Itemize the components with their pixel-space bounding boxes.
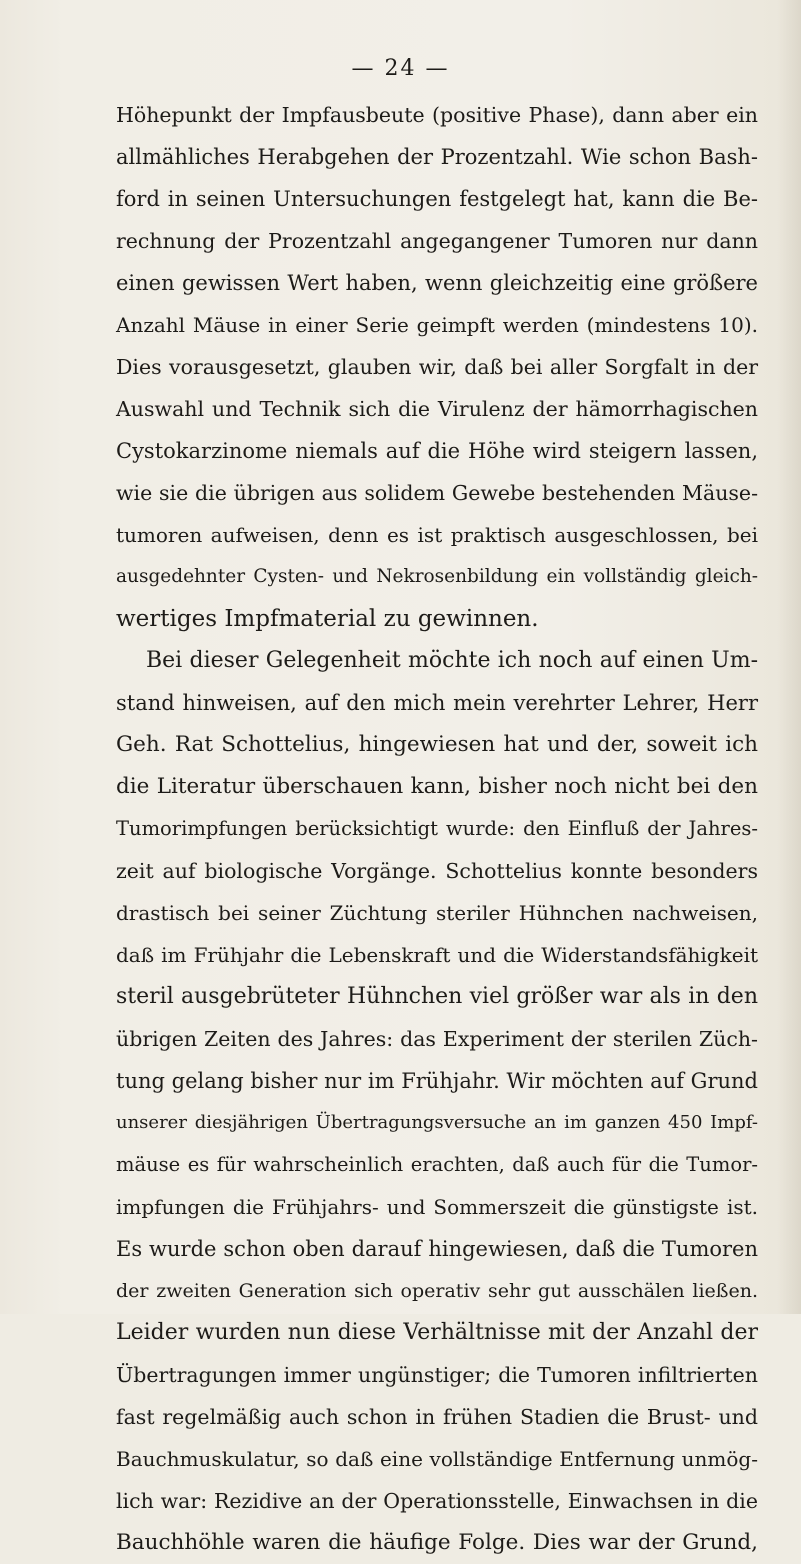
text-line: mäuse es für wahrscheinlich erachten, daß auch für die Tumor-	[116, 1153, 758, 1176]
text-line: Bei dieser Gelegenheit möchte ich noch auf einen Um-	[146, 648, 758, 673]
text-line: daß im Frühjahr die Lebenskraft und die Widerstandsfähigkeit	[116, 943, 758, 967]
text-line: Geh. Rat Schottelius, hingewiesen hat und der, soweit ich	[116, 732, 758, 757]
text-line: Cystokarzinome niemals auf die Höhe wird steigern lassen,	[116, 439, 758, 463]
text-line: Tumorimpfungen berücksichtigt wurde: den Einfluß der Jahres-	[116, 817, 758, 840]
text-line: lich war: Rezidive an der Operationsstelle, Einwachsen in die	[116, 1489, 758, 1513]
text-line: Übertragungen immer ungünstiger; die Tumoren infiltrierten	[116, 1363, 758, 1387]
text-line: Bauchhöhle waren die häufige Folge. Dies war der Grund,	[116, 1530, 758, 1555]
text-line: wie sie die übrigen aus solidem Gewebe bestehenden Mäuse-	[116, 481, 758, 505]
text-line: ausgedehnter Cysten- und Nekrosenbildung ein vollständig gleich-	[116, 566, 758, 587]
text-line: der zweiten Generation sich operativ sehr gut ausschälen ließen.	[116, 1280, 758, 1302]
text-line: steril ausgebrüteter Hühnchen viel größer war als in den	[116, 984, 758, 1009]
text-line: Es wurde schon oben darauf hingewiesen, daß die Tumoren	[116, 1237, 758, 1261]
body-text	[116, 94, 758, 1564]
text-line: fast regelmäßig auch schon in frühen Stadien die Brust- und	[116, 1405, 758, 1429]
page-number: — 24 —	[351, 56, 450, 81]
text-line: impfungen die Frühjahrs- und Sommerszeit die günstigste ist.	[116, 1195, 758, 1219]
text-line: Dies vorausgesetzt, glauben wir, daß bei aller Sorgfalt in der	[116, 355, 758, 379]
text-line: Auswahl und Technik sich die Virulenz der hämorrhagischen	[116, 397, 758, 421]
text-line: übrigen Zeiten des Jahres: das Experiment der sterilen Züch-	[116, 1027, 758, 1051]
text-line: Höhepunkt der Impfausbeute (positive Phase), dann aber ein	[116, 103, 758, 127]
text-line: ford in seinen Untersuchungen festgelegt hat, kann die Be-	[116, 187, 758, 211]
text-line: drastisch bei seiner Züchtung steriler Hühnchen nachweisen,	[116, 901, 758, 925]
text-line: tumoren aufweisen, denn es ist praktisch ausgeschlossen, bei	[116, 523, 758, 547]
text-line: Anzahl Mäuse in einer Serie geimpft werden (mindestens 10).	[116, 313, 758, 337]
text-line: Leider wurden nun diese Verhältnisse mit der Anzahl der	[116, 1320, 758, 1345]
text-line: tung gelang bisher nur im Frühjahr. Wir möchten auf Grund	[116, 1069, 758, 1093]
text-line: unserer diesjährigen Übertragungsversuche an im ganzen 450 Impf-	[116, 1112, 758, 1133]
text-line: einen gewissen Wert haben, wenn gleichzeitig eine größere	[116, 271, 758, 295]
text-line: allmähliches Herabgehen der Prozentzahl. Wie schon Bash-	[116, 145, 758, 169]
text-line: die Literatur überschauen kann, bisher noch nicht bei den	[116, 774, 758, 799]
text-line: zeit auf biologische Vorgänge. Schottelius konnte besonders	[116, 859, 758, 883]
text-line: stand hinweisen, auf den mich mein verehrter Lehrer, Herr	[116, 691, 758, 715]
text-line: rechnung der Prozentzahl angegangener Tumoren nur dann	[116, 229, 758, 253]
text-line: wertiges Impfmaterial zu gewinnen.	[116, 606, 539, 632]
text-line: Bauchmuskulatur, so daß eine vollständige Entfernung unmög-	[116, 1447, 758, 1471]
